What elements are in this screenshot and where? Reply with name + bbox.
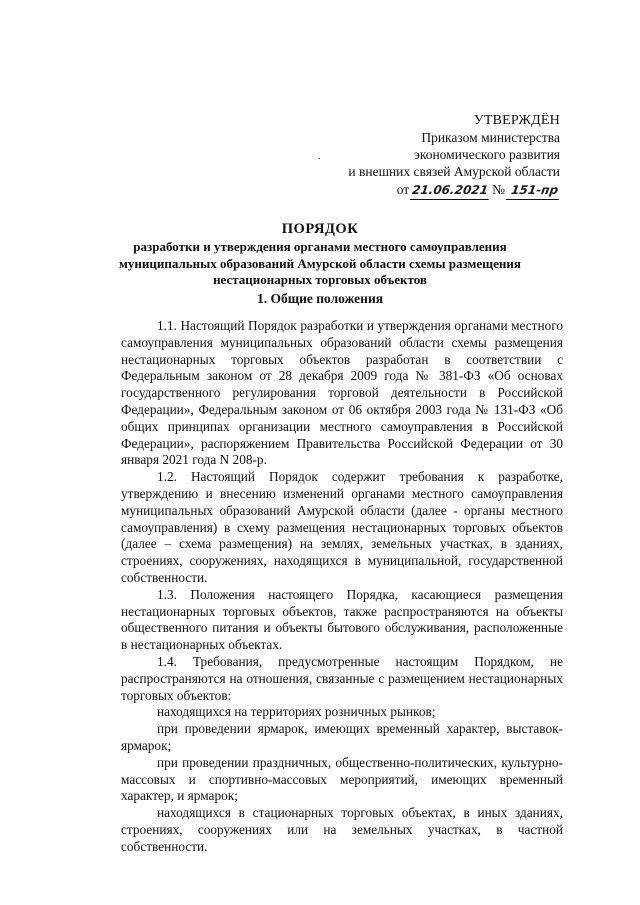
document-title <box>100 220 540 289</box>
document-body <box>121 318 563 856</box>
scan-speck <box>318 158 320 159</box>
paragraph-1-4: 1.4. Требования, предусмотренные настоящим Порядком, не распространяются на отношения, связанные с размещением нестационарных торговых объектов: <box>121 653 563 703</box>
approval-line: экономического развития <box>414 147 560 162</box>
list-item: при проведении праздничных, общественно-политических, культурно-массовых и спортивно-массовых мероприятий, имеющих временный характер, и ярмарок; <box>121 754 563 804</box>
handwritten-number: 151-пр <box>506 182 562 200</box>
title-subtitle-line: разработки и утверждения органами местного самоуправления <box>133 239 507 254</box>
title-subtitle-line: муниципальных образований Амурской области схемы размещения <box>119 255 521 271</box>
title-main: ПОРЯДОК <box>281 221 359 237</box>
number-sign: № <box>492 182 505 197</box>
approval-block <box>330 112 560 200</box>
approval-line: Приказом министерства <box>421 130 560 145</box>
section-heading: 1. Общие положения <box>256 291 384 306</box>
approval-line: и внешних связей Амурской области <box>348 164 560 179</box>
approval-title: УТВЕРЖДЁН <box>473 113 560 128</box>
paragraph-1-3: 1.3. Положения настоящего Порядка, касающиеся размещения нестационарных торговых объектов, также распространяются на объекты общественного питания и объекты бытового обслуживания, расположенные в нестационарных объектах. <box>121 586 563 653</box>
date-prefix: от <box>396 182 410 197</box>
list-item: находящихся на территориях розничных рынков; <box>157 704 436 720</box>
paragraph-1-1: 1.1. Настоящий Порядок разработки и утверждения органами местного самоуправления муниципальных образований области схемы размещения нестационарных торговых объектов разработан в соответствии с Федеральным законом от 28 декабря 2009 года № 381-ФЗ «Об основах государственного регулирования торговой деятельности в Российской Федерации», Федеральным законом от 06 октября 2003 года № 131-ФЗ «Об общих принципах организации местного самоуправления в Российской Федерации», распоряжением Правительства Российской Федерации от 30 января 2021 года N 208-р. <box>121 318 563 468</box>
title-subtitle-line: нестационарных торговых объектов <box>213 272 427 287</box>
handwritten-date: 21.06.2021 <box>410 182 491 200</box>
paragraph-1-2: 1.2. Настоящий Порядок содержит требования к разработке, утверждению и внесению изменений органами местного самоуправления муниципальных образований Амурской области (далее - органы местного самоуправления) в схему размещения нестационарных торговых объектов (далее – схема размещения) на землях, земельных участках, в зданиях, строениях, сооружениях, находящихся в муниципальной, государственной собственности. <box>121 469 563 585</box>
list-item: при проведении ярмарок, имеющих временный характер, выставок-ярмарок; <box>121 721 563 753</box>
list-item: находящихся в стационарных торговых объектах, в иных зданиях, строениях, сооружениях или на земельных участках, в частной собственности. <box>121 805 563 854</box>
title-subtitle <box>100 239 540 289</box>
approval-date-number <box>330 181 560 200</box>
